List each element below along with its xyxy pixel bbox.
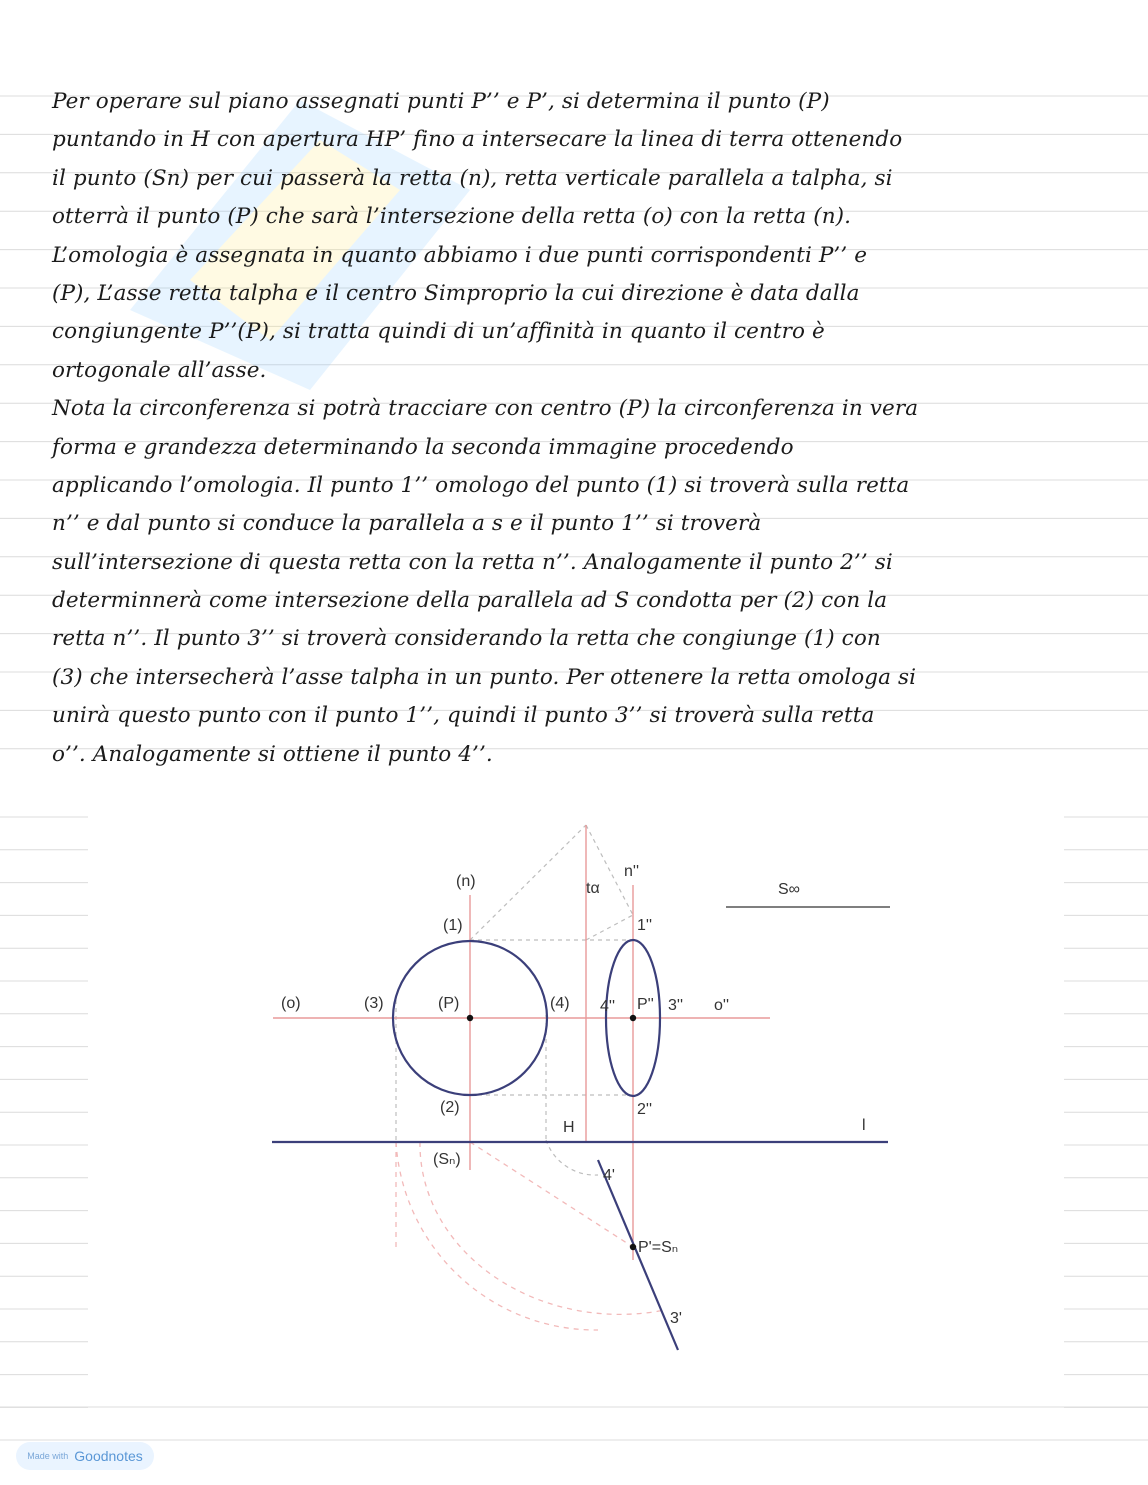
label-o-second: o'' [714,997,730,1014]
label-p2: (2) [440,1099,460,1116]
label-Sn: (Sₙ) [433,1151,461,1168]
text-line: determinnerà come intersezione della parallela ad S condotta per (2) con la [52,588,888,614]
label-p3-second: 3'' [668,997,684,1014]
label-p1-second: 1'' [637,917,653,934]
text-line: puntando in H con apertura HP’ fino a intersecare la linea di terra ottenendo [52,127,903,153]
label-p3-prime: 3' [670,1310,682,1327]
text-line: unirà questo punto con il punto 1’’, quindi il punto 3’’ si troverà sulla retta [52,703,875,729]
label-n2: n'' [624,863,640,880]
badge-made-with: Made with [27,1451,69,1461]
text-line: o’’. Analogamente si ottiene il punto 4’’. [52,741,493,767]
text-line: Per operare sul piano assegnati punti P’’ e P’, si determina il punto (P) [52,89,830,114]
label-talpha: tα [586,880,600,897]
label-P-second: P'' [637,996,654,1013]
label-p1: (1) [443,917,463,934]
goodnotes-badge [16,1442,154,1470]
affinity-construction-figure [0,790,1148,1370]
label-P-prime-Sn: P'=Sₙ [638,1239,679,1256]
gray-construction-lines [396,825,633,1175]
label-p4: (4) [550,995,570,1012]
label-P: (P) [438,995,460,1012]
label-p3: (3) [364,995,384,1012]
text-line: (3) che intersecherà l’asse talpha in un punto. Per ottenere la retta omologa si [52,664,917,690]
label-s-infinity: S∞ [778,881,801,898]
text-line: Nota la circonferenza si potrà tracciare con centro (P) la circonferenza in vera [52,396,919,422]
text-line: retta n’’. Il punto 3’’ si troverà considerando la retta che congiunge (1) con [52,626,881,652]
label-o: (o) [281,995,301,1012]
text-line: congiungente P’’(P), si tratta quindi di un’affinità in quanto il centro è [52,319,825,345]
label-l: l [862,1117,866,1134]
label-p2-second: 2'' [637,1101,653,1118]
red-construction-lines [273,825,770,1260]
points [467,1015,636,1250]
label-n: (n) [456,873,476,890]
dashed-red-arcs [396,1142,665,1330]
text-line: forma e grandezza determinando la seconda immagine procedendo [52,434,794,460]
text-line: (P), L’asse retta talpha e il centro Simproprio la cui direzione è data dalla [52,280,860,306]
text-line: L’omologia è assegnata in quanto abbiamo i due punti corrispondenti P’’ e [52,242,868,268]
handwritten-notes [52,83,1112,774]
badge-brand: Goodnotes [74,1448,143,1464]
label-p4-prime: 4' [603,1167,615,1184]
label-p4-second: 4'' [600,998,616,1015]
text-line: otterrà il punto (P) che sarà l’intersezione della retta (o) con la retta (n). [52,204,852,230]
text-line: ortogonale all’asse. [52,357,267,383]
text-line: applicando l’omologia. Il punto 1’’ omologo del punto (1) si troverà sulla retta [52,472,910,498]
text-line: sull’intersezione di questa retta con la retta n’’. Analogamente il punto 2’’ si [52,549,893,575]
text-line: n’’ e dal punto si conduce la parallela a s e il punto 1’’ si troverà [52,511,762,537]
label-H: H [563,1119,575,1136]
text-line: il punto (Sn) per cui passerà la retta (n), retta verticale parallela a talpha, si [52,165,893,191]
